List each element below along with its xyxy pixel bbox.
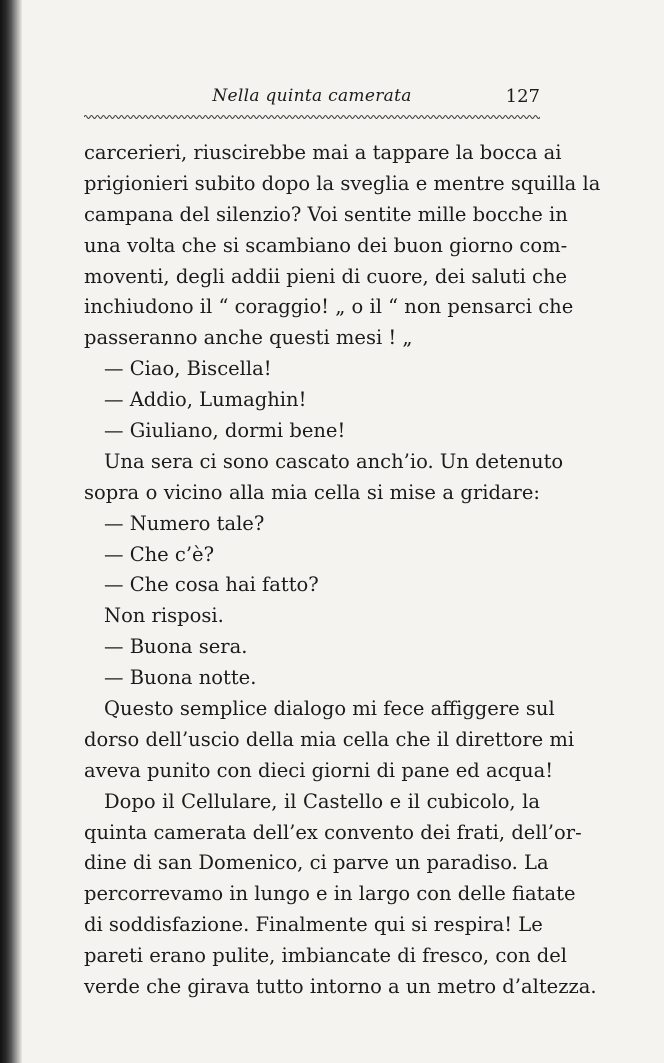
dialogue-line: — Giuliano, dormi bene! <box>104 419 346 443</box>
dialogue-line: — Addio, Lumaghin! <box>104 388 307 412</box>
dialogue-line: — Ciao, Biscella! <box>104 357 272 381</box>
dialogue-line: — Che cosa hai fatto? <box>104 573 319 597</box>
text-line: quinta camerata dell’ex convento dei frati, dell’or- <box>84 820 582 844</box>
text-line: campana del silenzio? Voi sentite mille bocche in <box>84 202 568 226</box>
book-spine-shadow <box>0 0 22 1063</box>
text-line: dorso dell’uscio della mia cella che il direttore mi <box>84 727 575 751</box>
text-line: dine di san Domenico, ci parve un paradiso. La <box>84 851 549 875</box>
text-line: Non risposi. <box>104 604 224 628</box>
running-header <box>84 86 540 116</box>
text-line: prigionieri subito dopo la sveglia e mentre squilla la <box>84 171 601 195</box>
text-line: moventi, degli addii pieni di cuore, dei saluti che <box>84 264 568 288</box>
text-line: Una sera ci sono cascato anch’io. Un detenuto <box>104 449 564 473</box>
running-title: Nella quinta camerata <box>212 86 412 106</box>
dialogue-line: — Numero tale? <box>104 511 265 535</box>
text-line: aveva punito con dieci giorni di pane ed acqua! <box>84 758 554 782</box>
page-number: 127 <box>505 86 540 107</box>
text-line: carcerieri, riuscirebbe mai a tappare la bocca ai <box>84 141 562 164</box>
text-line: di soddisfazione. Finalmente qui si respira! Le <box>84 913 543 937</box>
text-line: percorrevamo in lungo e in largo con delle fiatate <box>84 882 576 906</box>
page-text <box>84 138 601 1003</box>
text-line: Questo semplice dialogo mi fece affiggere sul <box>104 697 555 721</box>
text-line: una volta che si scambiano dei buon giorno com- <box>84 233 568 257</box>
dialogue-line: — Che c’è? <box>104 542 215 566</box>
text-line: inchiudono il “ coraggio! „ o il “ non pensarci che <box>84 295 574 319</box>
dialogue-line: — Buona sera. <box>104 635 248 659</box>
text-line: pareti erano pulite, imbiancate di fresco, con del <box>84 944 568 968</box>
text-line: Dopo il Cellulare, il Castello e il cubicolo, la <box>104 789 540 813</box>
text-line: sopra o vicino alla mia cella si mise a gridare: <box>84 480 540 504</box>
dialogue-line: — Buona notte. <box>104 666 257 690</box>
text-line: passeranno anche questi mesi ! „ <box>84 326 413 350</box>
text-line: verde che girava tutto intorno a un metro d’altezza. <box>84 975 597 999</box>
decorative-wavy-rule <box>84 113 540 121</box>
